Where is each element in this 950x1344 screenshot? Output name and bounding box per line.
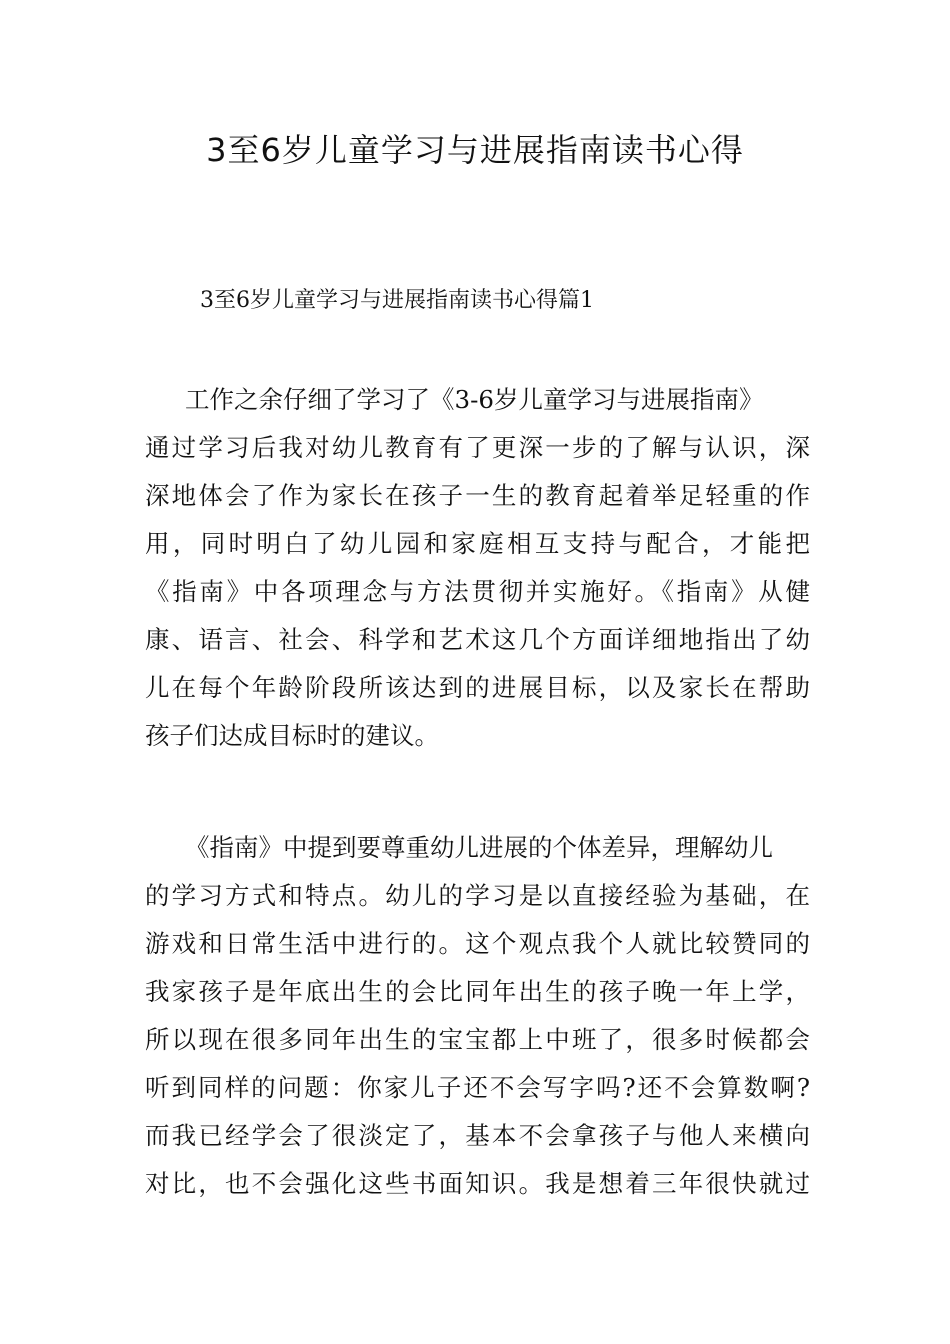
paragraph-line: 康、语言、社会、科学和艺术这几个方面详细地指出了幼	[145, 625, 810, 654]
paragraph-line: 听到同样的问题：你家儿子还不会写字吗?还不会算数啊?	[145, 1073, 810, 1102]
document-title: 3至6岁儿童学习与进展指南读书心得	[206, 131, 744, 169]
paragraph-line: 儿在每个年龄阶段所该达到的进展目标，以及家长在帮助	[145, 673, 810, 702]
paragraph-line: 《指南》中各项理念与方法贯彻并实施好。《指南》从健	[145, 577, 810, 606]
paragraph-line: 而我已经学会了很淡定了，基本不会拿孩子与他人来横向	[145, 1121, 810, 1150]
paragraph-line: 所以现在很多同年出生的宝宝都上中班了，很多时候都会	[145, 1025, 810, 1054]
paragraph-line: 《指南》中提到要尊重幼儿进展的个体差异，理解幼儿	[185, 833, 773, 862]
section-subtitle: 3至6岁儿童学习与进展指南读书心得篇1	[200, 288, 594, 313]
paragraph-line: 通过学习后我对幼儿教育有了更深一步的了解与认识，深	[145, 433, 810, 462]
paragraph-line: 的学习方式和特点。幼儿的学习是以直接经验为基础，在	[145, 881, 810, 910]
paragraph-line: 工作之余仔细了学习了《3-6岁儿童学习与进展指南》	[185, 385, 764, 414]
paragraph-line: 孩子们达成目标时的建议。	[145, 721, 439, 750]
paragraph-line: 我家孩子是年底出生的会比同年出生的孩子晚一年上学，	[145, 977, 810, 1006]
paragraph-line: 游戏和日常生活中进行的。这个观点我个人就比较赞同的	[145, 929, 810, 958]
paragraph-line: 深地体会了作为家长在孩子一生的教育起着举足轻重的作	[145, 481, 810, 510]
paragraph-line: 对比，也不会强化这些书面知识。我是想着三年很快就过	[145, 1169, 810, 1198]
paragraph-line: 用，同时明白了幼儿园和家庭相互支持与配合，才能把	[145, 529, 810, 558]
paragraph-2	[145, 824, 810, 1208]
paragraph-1	[145, 376, 810, 760]
